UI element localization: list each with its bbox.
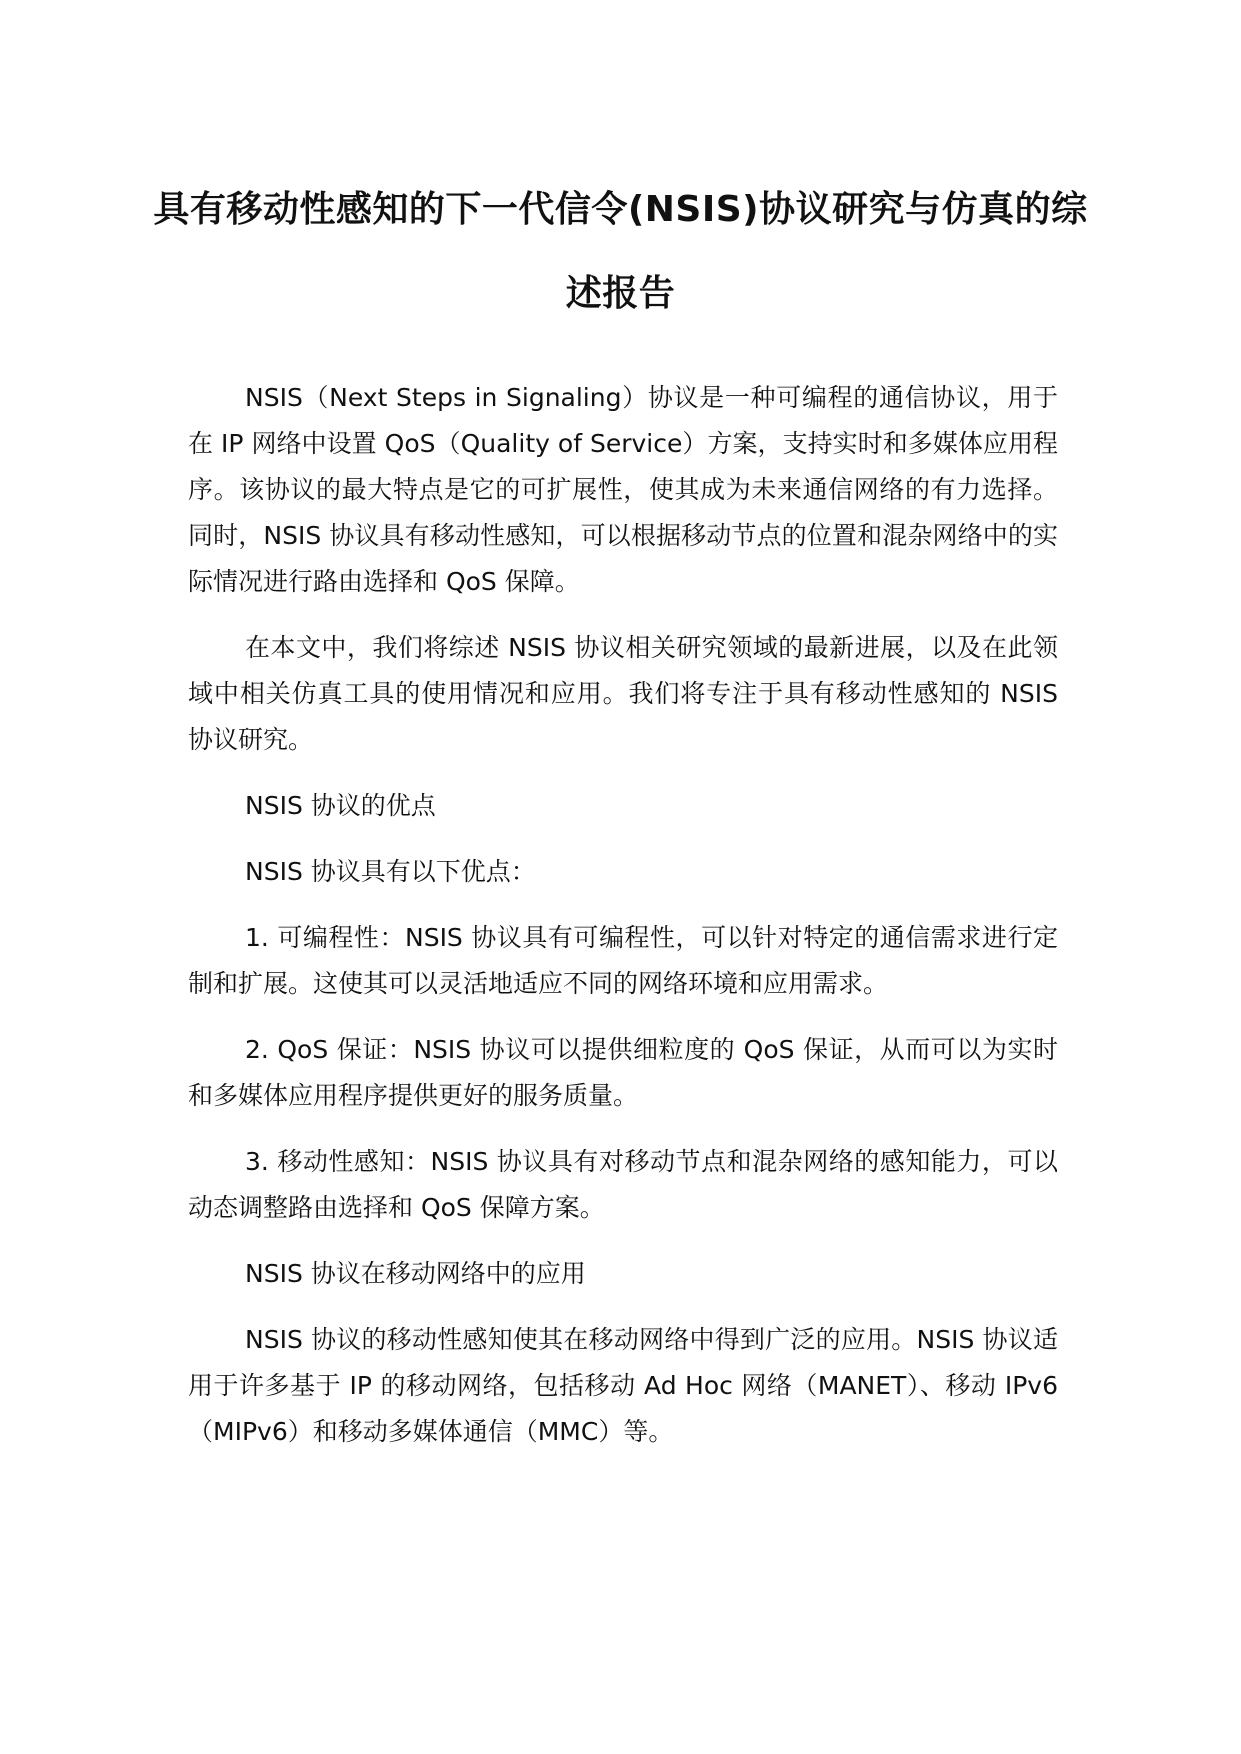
section-heading-advantages: NSIS 协议的优点 <box>245 791 436 820</box>
paragraph-mobile-networks: NSIS 协议的移动性感知使其在移动网络中得到广泛的应用。NSIS 协议适用于许多基于 IP 的移动网络，包括移动 Ad Hoc 网络（MANET）、移动 IPv6（MIPv6）和移动多媒体通信（MMC）等。 <box>188 1325 1058 1446</box>
document-body <box>188 375 1058 1475</box>
document-title: 具有移动性感知的下一代信令(NSIS)协议研究与仿真的综述报告 <box>153 189 1088 314</box>
section-heading-mobile-networks: NSIS 协议在移动网络中的应用 <box>245 1259 586 1288</box>
paragraph-intro: NSIS（Next Steps in Signaling）协议是一种可编程的通信协议，用于在 IP 网络中设置 QoS（Quality of Service）方案，支持实时和多媒体应用程序。该协议的最大特点是它的可扩展性，使其成为未来通信网络的有力选择。同时，NSIS 协议具有移动性感知，可以根据移动节点的位置和混杂网络中的实际情况进行路由选择和 QoS 保障。 <box>188 383 1058 596</box>
list-item-qos: 2. QoS 保证：NSIS 协议可以提供细粒度的 QoS 保证，从而可以为实时和多媒体应用程序提供更好的服务质量。 <box>188 1035 1058 1110</box>
paragraph-scope: 在本文中，我们将综述 NSIS 协议相关研究领域的最新进展，以及在此领域中相关仿真工具的使用情况和应用。我们将专注于具有移动性感知的 NSIS 协议研究。 <box>188 633 1058 754</box>
list-item-mobility: 3. 移动性感知：NSIS 协议具有对移动节点和混杂网络的感知能力，可以动态调整路由选择和 QoS 保障方案。 <box>188 1147 1058 1222</box>
paragraph-advantages-intro: NSIS 协议具有以下优点： <box>245 857 536 886</box>
list-item-programmability: 1. 可编程性：NSIS 协议具有可编程性，可以针对特定的通信需求进行定制和扩展。这使其可以灵活地适应不同的网络环境和应用需求。 <box>188 923 1058 998</box>
